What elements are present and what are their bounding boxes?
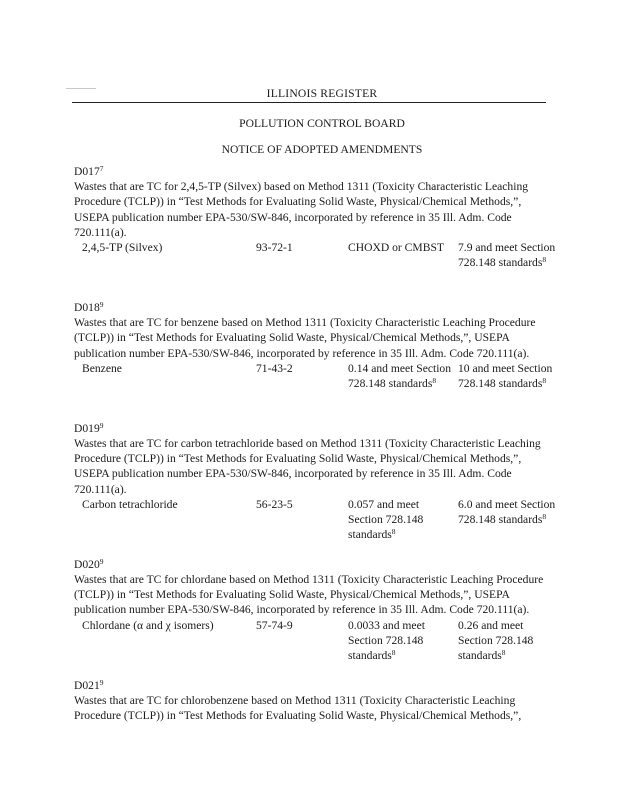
waste-entry-d018	[74, 300, 553, 407]
wastewater-standard: CHOXD or CMBST	[348, 241, 444, 255]
document-body	[74, 164, 556, 737]
cas-number: 56-23-5	[256, 497, 293, 511]
cas-number: 71-43-2	[256, 361, 293, 375]
cas-number: 93-72-1	[256, 241, 293, 255]
table-row	[74, 361, 553, 407]
register-title: ILLINOIS REGISTER	[72, 86, 546, 103]
waste-code: $D021^9$	[74, 677, 104, 692]
waste-description: Wastes that are TC for 2,4,5-TP (Silvex) based on Method 1311 (Toxicity Characteristic Leaching Procedure (TCLP)) in “Test Methods for Evaluating Solid Waste, Physical/Chemical Methods,”, USEPA publication number EPA-530/SW-846, incorporated by reference in 35 Ill. Adm. Code 720.111(a).	[74, 180, 529, 239]
nonwastewater-standard: 6.0 and meet Section 728.148 standards$^8$	[458, 497, 556, 527]
waste-description: Wastes that are TC for chlordane based on Method 1311 (Toxicity Characteristic Leaching Procedure (TCLP)) in “Test Methods for Evaluating Solid Waste, Physical/Chemical Methods,”, USEPA publication number EPA-530/SW-846, incorporated by reference in 35 Ill. Adm. Code 720.111(a).	[74, 573, 544, 617]
waste-entry-d017	[74, 164, 556, 286]
waste-code: $D017^7$	[74, 164, 104, 178]
cas-number: 57-74-9	[256, 618, 293, 632]
nonwastewater-standard: 0.26 and meet Section 728.148 standards$^8$	[458, 618, 534, 663]
constituent-name: Chlordane (α and χ isomers)	[82, 618, 214, 632]
nonwastewater-standard: 10 and meet Section 728.148 standards$^8$	[458, 361, 553, 391]
waste-entry-d019	[74, 420, 556, 543]
waste-entry-d020	[74, 557, 546, 664]
table-row	[74, 240, 556, 286]
waste-description: Wastes that are TC for carbon tetrachloride based on Method 1311 (Toxicity Characteristic Leaching Procedure (TCLP)) in “Test Methods for Evaluating Solid Waste, Physical/Chemical Methods,”, USEPA publication number EPA-530/SW-846, incorporated by reference in 35 Ill. Adm. Code 720.111(a).	[74, 437, 541, 496]
waste-description: Wastes that are TC for chlorobenzene based on Method 1311 (Toxicity Characteristic Leaching Procedure (TCLP)) in “Test Methods for Evaluating Solid Waste, Physical/Chemical Methods,”,	[74, 693, 522, 723]
table-row	[74, 497, 556, 543]
wastewater-standard: 0.0033 and meet Section 728.148 standards$^8$	[348, 618, 425, 663]
notice-title: NOTICE OF ADOPTED AMENDMENTS	[221, 143, 423, 157]
constituent-name: Carbon tetrachloride	[82, 497, 178, 511]
table-row	[74, 618, 546, 664]
board-title: POLLUTION CONTROL BOARD	[239, 117, 405, 131]
waste-entry-d021	[74, 678, 546, 724]
constituent-name: Benzene	[82, 361, 122, 375]
waste-description: Wastes that are TC for benzene based on Method 1311 (Toxicity Characteristic Leaching Procedure (TCLP)) in “Test Methods for Evaluating Solid Waste, Physical/Chemical Methods,”, USEPA publication number EPA-530/SW-846, incorporated by reference in 35 Ill. Adm. Code 720.111(a).	[74, 316, 536, 360]
nonwastewater-standard: 7.9 and meet Section 728.148 standards$^8$	[458, 241, 556, 270]
waste-code: $D020^9$	[74, 556, 104, 571]
wastewater-standard: 0.057 and meet Section 728.148 standards$^8$	[348, 497, 424, 542]
constituent-name: 2,4,5-TP (Silvex)	[82, 241, 163, 255]
page-header	[72, 86, 546, 158]
wastewater-standard: 0.14 and meet Section 728.148 standards$^8$	[348, 361, 452, 391]
waste-code: $D018^9$	[74, 300, 104, 315]
waste-code: $D019^9$	[74, 420, 104, 435]
